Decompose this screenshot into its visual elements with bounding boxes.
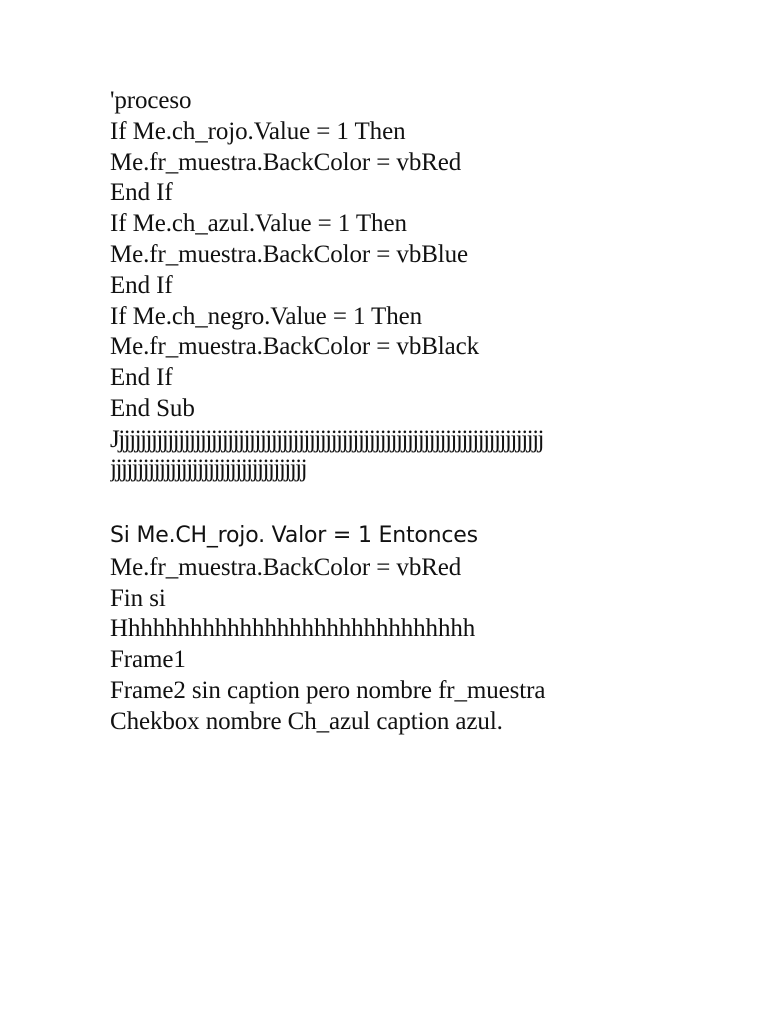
code-comment-proceso: 'proceso — [110, 87, 192, 114]
code-line-end-if-2: End If — [110, 271, 173, 299]
code-line-end-if-3: End If — [110, 364, 173, 392]
filler-j-line-1: Jjjjjjjjjjjjjjjjjjjjjjjjjjjjjjjjjjjjjjjjjjjjjjjjjjjjjjjjjjjjjjjjjjjjjjjjjjjjjjj — [110, 425, 544, 453]
blank-spacer — [110, 483, 730, 521]
note-checkbox: Chekbox nombre Ch_azul caption azul. — [110, 707, 503, 735]
code-line-if-azul: If Me.ch_azul.Value = 1 Then — [110, 210, 407, 238]
spanish-code-line: Si Me.CH_rojo. Valor = 1 Entonces — [110, 522, 478, 548]
code-line-end-sub: End Sub — [110, 394, 195, 422]
code-line-if-negro: If Me.ch_negro.Value = 1 Then — [110, 302, 423, 330]
code-line-set-red-2: Me.fr_muestra.BackColor = vbRed — [110, 553, 462, 581]
code-line-fin-si: Fin si — [110, 584, 166, 612]
filler-j-line-2: jjjjjjjjjjjjjjjjjjjjjjjjjjjjjjjjjjjj — [110, 454, 307, 482]
document-text-block — [110, 86, 730, 738]
filler-h-line: Hhhhhhhhhhhhhhhhhhhhhhhhhhhhh — [110, 615, 476, 643]
code-line-set-black: Me.fr_muestra.BackColor = vbBlack — [110, 333, 480, 361]
code-line-set-blue: Me.fr_muestra.BackColor = vbBlue — [110, 240, 469, 268]
code-line-set-red: Me.fr_muestra.BackColor = vbRed — [110, 148, 462, 176]
code-line-end-if-1: End If — [110, 179, 173, 207]
note-frame2: Frame2 sin caption pero nombre fr_muestra — [110, 676, 546, 704]
note-frame1: Frame1 — [110, 646, 186, 674]
code-line-if-rojo: If Me.ch_rojo.Value = 1 Then — [110, 117, 406, 145]
